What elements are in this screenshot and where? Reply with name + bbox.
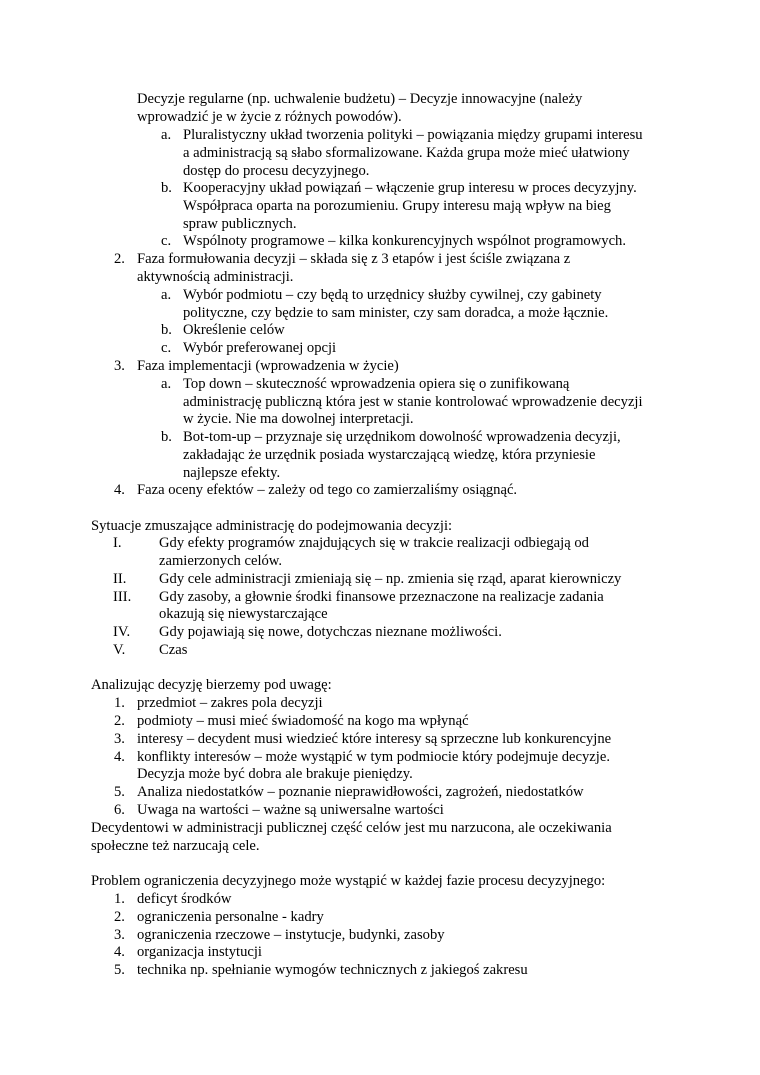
- list-marker: b.: [161, 322, 172, 338]
- list-marker: 1.: [114, 695, 125, 711]
- list-item-text: interesy – decydent musi wiedzieć które interesy są sprzeczne lub konkurencyjne: [137, 731, 612, 747]
- list-item-text: w życie. Nie ma dowolnej interpretacji.: [183, 411, 414, 427]
- list-marker: 1.: [114, 891, 125, 907]
- list-item-text: Analiza niedostatków – poznanie nieprawidłowości, zagrożeń, niedostatków: [137, 784, 584, 800]
- list-marker: 3.: [114, 927, 125, 943]
- list-item-text: Wybór preferowanej opcji: [183, 340, 337, 356]
- list-item-text: Pluralistyczny układ tworzenia polityki – powiązania między grupami interesu: [183, 127, 643, 143]
- list-item-text: Wybór podmiotu – czy będą to urzędnicy służby cywilnej, czy gabinety: [183, 287, 602, 303]
- list-marker: a.: [161, 127, 172, 143]
- list-marker: 6.: [114, 802, 125, 818]
- list-item-text: Współpraca oparta na porozumieniu. Grupy interesu mają wpływ na bieg: [183, 198, 611, 214]
- list-marker: 5.: [114, 962, 125, 978]
- list-item-text: aktywnością administracji.: [137, 269, 294, 285]
- list-item-text: a administracją są słabo sformalizowane. Każda grupa może mieć ułatwiony: [183, 145, 630, 161]
- list-marker: b.: [161, 180, 172, 196]
- list-item-text: Kooperacyjny układ powiązań – włączenie grup interesu w proces decyzyjny.: [183, 180, 637, 196]
- list-item-text: najlepsze efekty.: [183, 465, 281, 481]
- intro-line: Decyzje regularne (np. uchwalenie budżetu) – Decyzje innowacyjne (należy: [137, 91, 583, 107]
- list-marker: b.: [161, 429, 172, 445]
- list-marker: I.: [113, 535, 122, 551]
- list-item-text: spraw publicznych.: [183, 216, 297, 232]
- list-item-text: Wspólnoty programowe – kilka konkurencyjnych wspólnot programowych.: [183, 233, 626, 249]
- list-marker: c.: [161, 340, 172, 356]
- list-marker: 5.: [114, 784, 125, 800]
- list-item-text: technika np. spełnianie wymogów technicznych z jakiegoś zakresu: [137, 962, 528, 978]
- list-marker: 3.: [114, 358, 125, 374]
- list-marker: V.: [113, 642, 126, 658]
- list-item-text: Czas: [159, 642, 188, 658]
- list-marker: 4.: [114, 749, 125, 765]
- list-item-text: dostęp do procesu decyzyjnego.: [183, 163, 370, 179]
- list-marker: 2.: [114, 909, 125, 925]
- section-heading: Analizując decyzję bierzemy pod uwagę:: [91, 677, 332, 693]
- list-item-text: Uwaga na wartości – ważne są uniwersalne wartości: [137, 802, 444, 818]
- list-item-text: ograniczenia personalne - kadry: [137, 909, 324, 925]
- list-item-text: zamierzonych celów.: [159, 553, 283, 569]
- list-item-text: Gdy cele administracji zmieniają się – np. zmienia się rząd, aparat kierowniczy: [159, 571, 622, 587]
- list-item-text: administrację publiczną która jest w stanie kontrolować wprowadzenie decyzji: [183, 394, 643, 410]
- list-marker: 4.: [114, 944, 125, 960]
- list-item-text: Gdy efekty programów znajdujących się w trakcie realizacji odbiegają od: [159, 535, 589, 551]
- list-item-text: ograniczenia rzeczowe – instytucje, budynki, zasoby: [137, 927, 445, 943]
- section-heading: Sytuacje zmuszające administrację do podejmowania decyzji:: [91, 518, 453, 534]
- list-marker: 2.: [114, 713, 125, 729]
- list-marker: II.: [113, 571, 127, 587]
- list-marker: IV.: [113, 624, 131, 640]
- list-item-text: Bot-tom-up – przyznaje się urzędnikom dowolność wprowadzenia decyzji,: [183, 429, 621, 445]
- list-item-text: Gdy pojawiają się nowe, dotychczas nieznane możliwości.: [159, 624, 502, 640]
- list-item-text: Gdy zasoby, a głownie środki finansowe przeznaczone na realizacje zadania: [159, 589, 604, 605]
- list-item-text: organizacja instytucji: [137, 944, 262, 960]
- list-item-text: podmioty – musi mieć świadomość na kogo ma wpłynąć: [137, 713, 469, 729]
- list-item-text: deficyt środków: [137, 891, 232, 907]
- list-marker: 4.: [114, 482, 125, 498]
- list-item-text: Faza oceny efektów – zależy od tego co zamierzaliśmy osiągnąć.: [137, 482, 518, 498]
- list-marker: a.: [161, 376, 172, 392]
- list-item-text: Określenie celów: [183, 322, 285, 338]
- list-marker: a.: [161, 287, 172, 303]
- list-item-text: konflikty interesów – może wystąpić w tym podmiocie który podejmuje decyzje.: [137, 749, 610, 765]
- list-item-text: przedmiot – zakres pola decyzji: [137, 695, 323, 711]
- list-marker: c.: [161, 233, 172, 249]
- list-item-text: Top down – skuteczność wprowadzenia opiera się o zunifikowaną: [183, 376, 570, 392]
- list-marker: III.: [113, 589, 132, 605]
- paragraph-line: Decydentowi w administracji publicznej część celów jest mu narzucona, ale oczekiwania: [91, 820, 612, 836]
- intro-line: wprowadzić je w życie z różnych powodów).: [137, 109, 402, 125]
- paragraph-line: społeczne też narzucają cele.: [91, 838, 260, 854]
- list-item-text: Decyzja może być dobra ale brakuje pieniędzy.: [137, 766, 413, 782]
- list-item-text: zakładając że urzędnik posiada wystarczającą wiedzę, która przyniesie: [183, 447, 596, 463]
- list-marker: 2.: [114, 251, 125, 267]
- list-item-text: Faza implementacji (wprowadzenia w życie): [137, 358, 399, 374]
- list-item-text: Faza formułowania decyzji – składa się z 3 etapów i jest ściśle związana z: [137, 251, 571, 267]
- list-item-text: polityczne, czy będzie to sam minister, czy sam doradca, a może łącznie.: [183, 305, 609, 321]
- list-marker: 3.: [114, 731, 125, 747]
- list-item-text: okazują się niewystarczające: [159, 606, 328, 622]
- section-heading: Problem ograniczenia decyzyjnego może wystąpić w każdej fazie procesu decyzyjnego:: [91, 873, 606, 889]
